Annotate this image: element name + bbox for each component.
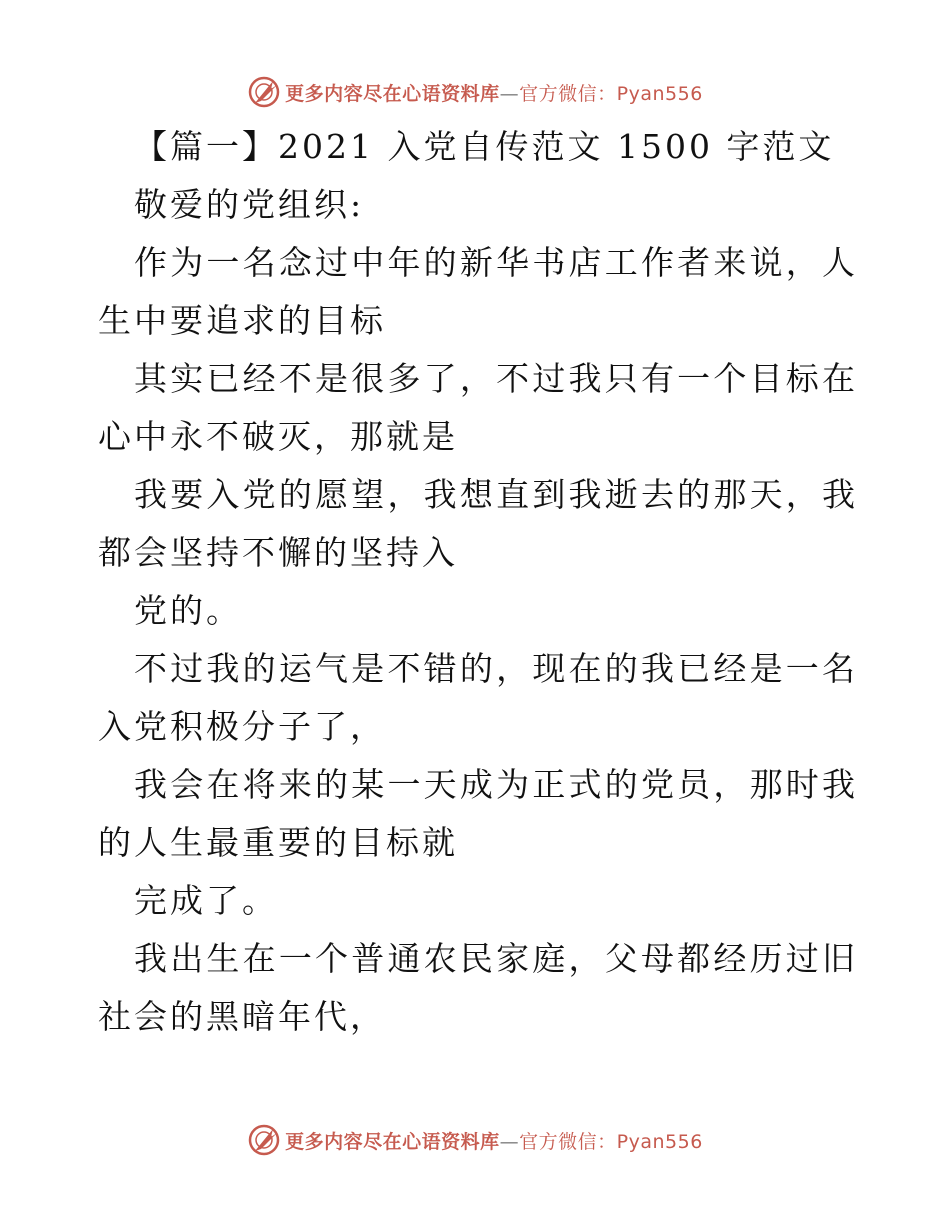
quill-logo-icon [247,1123,281,1157]
banner-text: 更多内容尽在心语资料库—官方微信：Pyan556 [285,1130,703,1153]
paragraph: 我出生在一个普通农民家庭，父母都经历过旧社会的黑暗年代， [98,939,858,1036]
salutation: 敬爱的党组织: [134,185,365,224]
header-banner [0,70,950,114]
paragraph: 作为一名念过中年的新华书店工作者来说，人生中要追求的目标 [98,243,858,340]
paragraph: 党的。 [134,591,242,630]
quill-logo-icon [247,75,281,109]
document-title: 【篇一】2021 入党自传范文 1500 字范文 [134,127,835,166]
paragraph: 不过我的运气是不错的，现在的我已经是一名入党积极分子了， [98,649,858,746]
paragraph: 其实已经不是很多了，不过我只有一个目标在心中永不破灭，那就是 [98,359,858,456]
banner-text: 更多内容尽在心语资料库—官方微信：Pyan556 [285,82,703,105]
paragraph: 我会在将来的某一天成为正式的党员，那时我的人生最重要的目标就 [98,765,858,862]
paragraph: 我要入党的愿望，我想直到我逝去的那天，我都会坚持不懈的坚持入 [98,475,858,572]
document-body [98,118,858,1046]
footer-banner [0,1118,950,1162]
paragraph: 完成了。 [134,881,278,920]
